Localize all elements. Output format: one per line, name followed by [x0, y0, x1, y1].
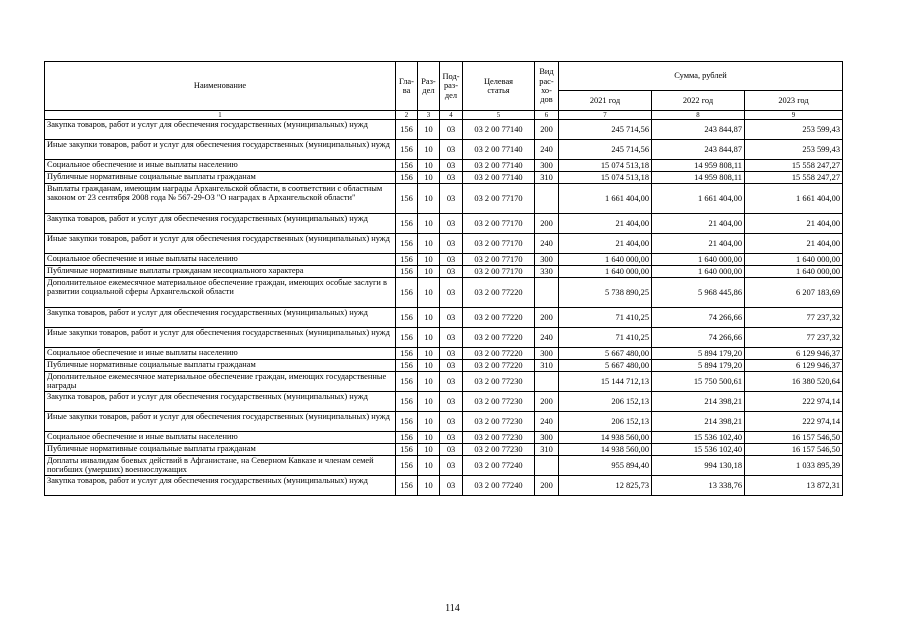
- row-glava: 156: [396, 172, 418, 184]
- row-razdel: 10: [418, 266, 440, 278]
- table-row: [45, 172, 843, 184]
- row-amount-2021: 12 825,73: [559, 476, 652, 496]
- row-podrazdel: 03: [440, 328, 463, 348]
- row-amount-2022: 5 968 445,86: [652, 278, 745, 308]
- row-podrazdel: 03: [440, 360, 463, 372]
- row-razdel: 10: [418, 372, 440, 392]
- row-amount-2022: 15 536 102,40: [652, 432, 745, 444]
- row-amount-2022: 21 404,00: [652, 214, 745, 234]
- table-row: [45, 444, 843, 456]
- row-glava: 156: [396, 254, 418, 266]
- row-glava: 156: [396, 412, 418, 432]
- row-amount-2023: 77 237,32: [745, 308, 843, 328]
- row-expense-type: 200: [535, 476, 559, 496]
- row-podrazdel: 03: [440, 456, 463, 476]
- row-razdel: 10: [418, 476, 440, 496]
- row-razdel: 10: [418, 348, 440, 360]
- row-glava: 156: [396, 278, 418, 308]
- row-name: Иные закупки товаров, работ и услуг для обеспечения государственных (муниципальных) нужд: [45, 140, 396, 160]
- table-row: [45, 328, 843, 348]
- row-amount-2022: 1 661 404,00: [652, 184, 745, 214]
- row-target: 03 2 00 77170: [463, 234, 535, 254]
- row-razdel: 10: [418, 172, 440, 184]
- row-glava: 156: [396, 328, 418, 348]
- row-amount-2021: 955 894,40: [559, 456, 652, 476]
- row-amount-2023: 13 872,31: [745, 476, 843, 496]
- row-amount-2021: 206 152,13: [559, 392, 652, 412]
- row-name: Дополнительное ежемесячное материальное обеспечение граждан, имеющих государственные награды: [45, 372, 396, 392]
- row-expense-type: 240: [535, 412, 559, 432]
- row-name: Закупка товаров, работ и услуг для обеспечения государственных (муниципальных) нужд: [45, 392, 396, 412]
- row-amount-2022: 1 640 000,00: [652, 266, 745, 278]
- row-amount-2021: 5 667 480,00: [559, 348, 652, 360]
- row-glava: 156: [396, 214, 418, 234]
- row-razdel: 10: [418, 278, 440, 308]
- row-amount-2023: 6 207 183,69: [745, 278, 843, 308]
- row-amount-2023: 16 157 546,50: [745, 432, 843, 444]
- table-row: [45, 254, 843, 266]
- row-name: Выплаты гражданам, имеющим награды Архангельской области, в соответствии с областным законом от 23 сентября 2008 года № 567-29-ОЗ "О наградах в Архангельской области": [45, 184, 396, 214]
- row-expense-type: 240: [535, 328, 559, 348]
- row-glava: 156: [396, 184, 418, 214]
- row-podrazdel: 03: [440, 234, 463, 254]
- table-row: [45, 432, 843, 444]
- row-glava: 156: [396, 372, 418, 392]
- row-podrazdel: 03: [440, 160, 463, 172]
- row-target: 03 2 00 77170: [463, 184, 535, 214]
- budget-table: [44, 61, 843, 496]
- row-target: 03 2 00 77230: [463, 412, 535, 432]
- row-podrazdel: 03: [440, 348, 463, 360]
- row-razdel: 10: [418, 392, 440, 412]
- page-number: 114: [445, 603, 460, 614]
- row-amount-2022: 14 959 808,11: [652, 160, 745, 172]
- header-target: Целевая статья: [463, 62, 535, 111]
- row-name: Социальное обеспечение и иные выплаты населению: [45, 254, 396, 266]
- row-amount-2023: 6 129 946,37: [745, 360, 843, 372]
- row-amount-2022: 13 338,76: [652, 476, 745, 496]
- row-glava: 156: [396, 476, 418, 496]
- row-amount-2023: 16 380 520,64: [745, 372, 843, 392]
- column-number: 4: [440, 111, 463, 120]
- row-podrazdel: 03: [440, 278, 463, 308]
- row-podrazdel: 03: [440, 184, 463, 214]
- row-amount-2022: 243 844,87: [652, 120, 745, 140]
- header-year-2021: 2021 год: [559, 91, 652, 111]
- row-amount-2023: 253 599,43: [745, 140, 843, 160]
- row-expense-type: 240: [535, 234, 559, 254]
- row-amount-2022: 1 640 000,00: [652, 254, 745, 266]
- row-podrazdel: 03: [440, 412, 463, 432]
- row-target: 03 2 00 77140: [463, 160, 535, 172]
- row-amount-2023: 16 157 546,50: [745, 444, 843, 456]
- row-amount-2021: 15 074 513,18: [559, 172, 652, 184]
- table-row: [45, 360, 843, 372]
- row-podrazdel: 03: [440, 172, 463, 184]
- row-name: Иные закупки товаров, работ и услуг для обеспечения государственных (муниципальных) нужд: [45, 328, 396, 348]
- row-amount-2022: 74 266,66: [652, 308, 745, 328]
- table-row: [45, 234, 843, 254]
- row-amount-2021: 71 410,25: [559, 308, 652, 328]
- row-name: Доплаты инвалидам боевых действий в Афганистане, на Северном Кавказе и членам семей погибших (умерших) военнослужащих: [45, 456, 396, 476]
- row-amount-2021: 71 410,25: [559, 328, 652, 348]
- row-name: Иные закупки товаров, работ и услуг для обеспечения государственных (муниципальных) нужд: [45, 234, 396, 254]
- row-name: Иные закупки товаров, работ и услуг для обеспечения государственных (муниципальных) нужд: [45, 412, 396, 432]
- table-row: [45, 160, 843, 172]
- row-amount-2023: 77 237,32: [745, 328, 843, 348]
- row-expense-type: [535, 456, 559, 476]
- row-amount-2023: 222 974,14: [745, 412, 843, 432]
- row-glava: 156: [396, 266, 418, 278]
- header-year-2022: 2022 год: [652, 91, 745, 111]
- column-number: 3: [418, 111, 440, 120]
- row-podrazdel: 03: [440, 308, 463, 328]
- row-amount-2022: 74 266,66: [652, 328, 745, 348]
- row-razdel: 10: [418, 432, 440, 444]
- row-name: Закупка товаров, работ и услуг для обеспечения государственных (муниципальных) нужд: [45, 214, 396, 234]
- row-amount-2023: 15 558 247,27: [745, 172, 843, 184]
- row-glava: 156: [396, 160, 418, 172]
- row-amount-2022: 243 844,87: [652, 140, 745, 160]
- row-expense-type: 310: [535, 444, 559, 456]
- row-amount-2021: 1 640 000,00: [559, 266, 652, 278]
- row-target: 03 2 00 77140: [463, 120, 535, 140]
- row-name: Закупка товаров, работ и услуг для обеспечения государственных (муниципальных) нужд: [45, 308, 396, 328]
- header-year-2023: 2023 год: [745, 91, 843, 111]
- row-podrazdel: 03: [440, 476, 463, 496]
- row-razdel: 10: [418, 308, 440, 328]
- row-glava: 156: [396, 360, 418, 372]
- row-razdel: 10: [418, 412, 440, 432]
- row-amount-2021: 14 938 560,00: [559, 432, 652, 444]
- row-expense-type: 240: [535, 140, 559, 160]
- row-name: Социальное обеспечение и иные выплаты населению: [45, 432, 396, 444]
- row-amount-2022: 214 398,21: [652, 412, 745, 432]
- table-body: [45, 120, 843, 496]
- row-amount-2023: 1 640 000,00: [745, 266, 843, 278]
- row-glava: 156: [396, 234, 418, 254]
- row-expense-type: 200: [535, 214, 559, 234]
- table-row: [45, 120, 843, 140]
- row-amount-2022: 5 894 179,20: [652, 348, 745, 360]
- row-expense-type: 300: [535, 254, 559, 266]
- row-expense-type: [535, 278, 559, 308]
- row-amount-2021: 15 074 513,18: [559, 160, 652, 172]
- row-target: 03 2 00 77230: [463, 432, 535, 444]
- row-glava: 156: [396, 308, 418, 328]
- row-amount-2021: 5 738 890,25: [559, 278, 652, 308]
- row-razdel: 10: [418, 214, 440, 234]
- table-row: [45, 456, 843, 476]
- column-number: 6: [535, 111, 559, 120]
- row-amount-2023: 21 404,00: [745, 234, 843, 254]
- column-number: 2: [396, 111, 418, 120]
- row-amount-2023: 15 558 247,27: [745, 160, 843, 172]
- row-razdel: 10: [418, 328, 440, 348]
- table-row: [45, 392, 843, 412]
- row-target: 03 2 00 77140: [463, 140, 535, 160]
- column-numbers-row: [45, 111, 843, 120]
- row-target: 03 2 00 77220: [463, 360, 535, 372]
- row-podrazdel: 03: [440, 140, 463, 160]
- row-glava: 156: [396, 348, 418, 360]
- row-expense-type: 300: [535, 432, 559, 444]
- row-expense-type: 200: [535, 308, 559, 328]
- row-name: Публичные нормативные социальные выплаты гражданам: [45, 444, 396, 456]
- table-row: [45, 308, 843, 328]
- row-expense-type: 330: [535, 266, 559, 278]
- row-podrazdel: 03: [440, 120, 463, 140]
- row-target: 03 2 00 77230: [463, 392, 535, 412]
- row-amount-2023: 1 661 404,00: [745, 184, 843, 214]
- header-podrazdel: Под- раз- дел: [440, 62, 463, 111]
- row-amount-2023: 222 974,14: [745, 392, 843, 412]
- row-amount-2022: 14 959 808,11: [652, 172, 745, 184]
- row-expense-type: 300: [535, 160, 559, 172]
- row-name: Публичные нормативные социальные выплаты гражданам: [45, 172, 396, 184]
- row-glava: 156: [396, 120, 418, 140]
- row-glava: 156: [396, 432, 418, 444]
- row-target: 03 2 00 77230: [463, 444, 535, 456]
- row-target: 03 2 00 77240: [463, 456, 535, 476]
- row-razdel: 10: [418, 444, 440, 456]
- table-row: [45, 476, 843, 496]
- row-amount-2021: 14 938 560,00: [559, 444, 652, 456]
- row-amount-2021: 1 640 000,00: [559, 254, 652, 266]
- row-razdel: 10: [418, 184, 440, 214]
- table-row: [45, 278, 843, 308]
- row-expense-type: 200: [535, 392, 559, 412]
- column-number: 5: [463, 111, 535, 120]
- row-target: 03 2 00 77220: [463, 328, 535, 348]
- column-number: 1: [45, 111, 396, 120]
- table-row: [45, 372, 843, 392]
- row-amount-2022: 15 750 500,61: [652, 372, 745, 392]
- row-glava: 156: [396, 456, 418, 476]
- row-target: 03 2 00 77170: [463, 254, 535, 266]
- table-row: [45, 266, 843, 278]
- row-amount-2023: 1 640 000,00: [745, 254, 843, 266]
- row-podrazdel: 03: [440, 372, 463, 392]
- row-name: Социальное обеспечение и иные выплаты населению: [45, 160, 396, 172]
- row-name: Закупка товаров, работ и услуг для обеспечения государственных (муниципальных) нужд: [45, 120, 396, 140]
- table-row: [45, 184, 843, 214]
- row-podrazdel: 03: [440, 392, 463, 412]
- row-name: Публичные нормативные выплаты гражданам несоциального характера: [45, 266, 396, 278]
- row-expense-type: 200: [535, 120, 559, 140]
- row-target: 03 2 00 77240: [463, 476, 535, 496]
- row-expense-type: [535, 184, 559, 214]
- row-amount-2021: 15 144 712,13: [559, 372, 652, 392]
- row-target: 03 2 00 77140: [463, 172, 535, 184]
- row-amount-2021: 5 667 480,00: [559, 360, 652, 372]
- row-target: 03 2 00 77220: [463, 348, 535, 360]
- table-header: [45, 62, 843, 120]
- row-amount-2022: 214 398,21: [652, 392, 745, 412]
- row-glava: 156: [396, 140, 418, 160]
- row-amount-2023: 21 404,00: [745, 214, 843, 234]
- row-podrazdel: 03: [440, 266, 463, 278]
- row-podrazdel: 03: [440, 254, 463, 266]
- row-podrazdel: 03: [440, 214, 463, 234]
- row-razdel: 10: [418, 160, 440, 172]
- row-target: 03 2 00 77230: [463, 372, 535, 392]
- header-razdel: Раз- дел: [418, 62, 440, 111]
- row-amount-2021: 21 404,00: [559, 234, 652, 254]
- row-amount-2022: 21 404,00: [652, 234, 745, 254]
- row-razdel: 10: [418, 234, 440, 254]
- row-amount-2022: 994 130,18: [652, 456, 745, 476]
- row-expense-type: 310: [535, 172, 559, 184]
- row-podrazdel: 03: [440, 444, 463, 456]
- row-amount-2022: 15 536 102,40: [652, 444, 745, 456]
- column-number: 9: [745, 111, 843, 120]
- row-glava: 156: [396, 392, 418, 412]
- row-expense-type: [535, 372, 559, 392]
- row-podrazdel: 03: [440, 432, 463, 444]
- row-amount-2021: 1 661 404,00: [559, 184, 652, 214]
- row-amount-2021: 245 714,56: [559, 120, 652, 140]
- row-target: 03 2 00 77170: [463, 266, 535, 278]
- row-amount-2023: 253 599,43: [745, 120, 843, 140]
- row-target: 03 2 00 77170: [463, 214, 535, 234]
- column-number: 7: [559, 111, 652, 120]
- row-razdel: 10: [418, 456, 440, 476]
- table-row: [45, 348, 843, 360]
- row-expense-type: 300: [535, 348, 559, 360]
- row-amount-2022: 5 894 179,20: [652, 360, 745, 372]
- row-name: Публичные нормативные социальные выплаты гражданам: [45, 360, 396, 372]
- header-expense-type: Вид рас- хо- дов: [535, 62, 559, 111]
- row-amount-2021: 21 404,00: [559, 214, 652, 234]
- row-target: 03 2 00 77220: [463, 278, 535, 308]
- row-razdel: 10: [418, 254, 440, 266]
- header-name: Наименование: [45, 62, 396, 111]
- row-razdel: 10: [418, 140, 440, 160]
- row-amount-2023: 1 033 895,39: [745, 456, 843, 476]
- row-name: Дополнительное ежемесячное материальное обеспечение граждан, имеющих особые заслуги в развитии социальной сферы Архангельской области: [45, 278, 396, 308]
- row-amount-2021: 206 152,13: [559, 412, 652, 432]
- row-razdel: 10: [418, 120, 440, 140]
- table-row: [45, 140, 843, 160]
- table-row: [45, 214, 843, 234]
- row-name: Социальное обеспечение и иные выплаты населению: [45, 348, 396, 360]
- row-target: 03 2 00 77220: [463, 308, 535, 328]
- row-amount-2023: 6 129 946,37: [745, 348, 843, 360]
- row-glava: 156: [396, 444, 418, 456]
- row-amount-2021: 245 714,56: [559, 140, 652, 160]
- header-amount: Сумма, рублей: [559, 62, 843, 91]
- header-glava: Гла- ва: [396, 62, 418, 111]
- row-razdel: 10: [418, 360, 440, 372]
- row-name: Закупка товаров, работ и услуг для обеспечения государственных (муниципальных) нужд: [45, 476, 396, 496]
- column-number: 8: [652, 111, 745, 120]
- table-row: [45, 412, 843, 432]
- row-expense-type: 310: [535, 360, 559, 372]
